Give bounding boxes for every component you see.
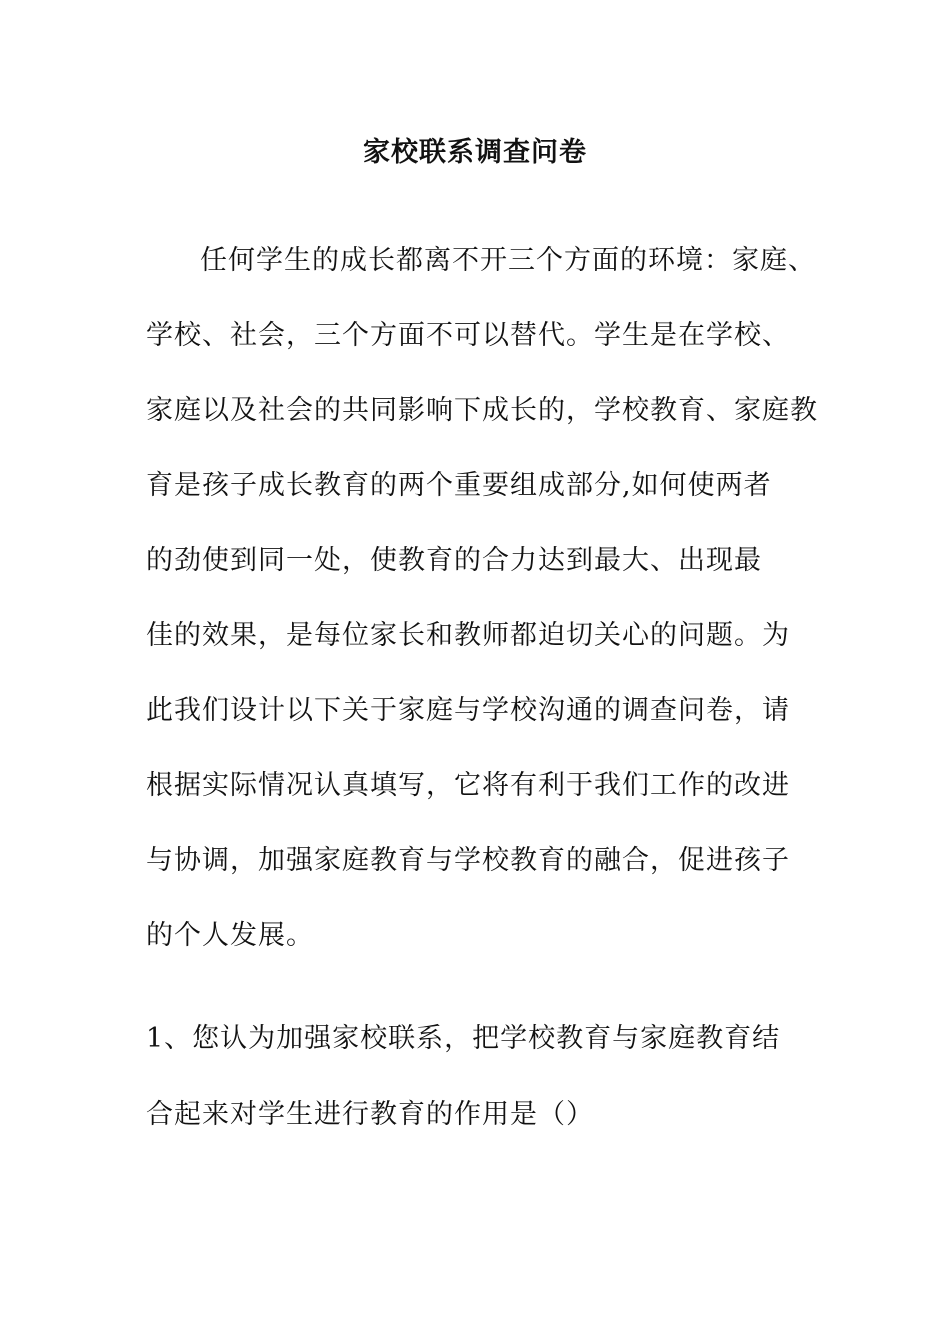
intro-line: 此我们设计以下关于家庭与学校沟通的调查问卷，请 <box>146 695 790 726</box>
intro-line: 的个人发展。 <box>146 920 314 951</box>
question-1-line: 合起来对学生进行教育的作用是（） <box>146 1099 594 1130</box>
intro-line: 学校、社会，三个方面不可以替代。学生是在学校、 <box>146 320 790 351</box>
intro-line: 佳的效果，是每位家长和教师都迫切关心的问题。为 <box>146 620 790 651</box>
document-title: 家校联系调查问卷 <box>363 137 587 168</box>
intro-line: 家庭以及社会的共同影响下成长的，学校教育、家庭教 <box>146 395 818 426</box>
intro-line: 根据实际情况认真填写，它将有利于我们工作的改进 <box>146 770 790 801</box>
question-1-line: 1、您认为加强家校联系，把学校教育与家庭教育结 <box>146 1023 781 1054</box>
intro-line: 与协调，加强家庭教育与学校教育的融合，促进孩子 <box>146 845 790 876</box>
intro-line: 的劲使到同一处，使教育的合力达到最大、出现最 <box>146 545 762 576</box>
intro-line: 育是孩子成长教育的两个重要组成部分,如何使两者 <box>146 470 772 501</box>
intro-line: 任何学生的成长都离不开三个方面的环境：家庭、 <box>200 245 816 276</box>
